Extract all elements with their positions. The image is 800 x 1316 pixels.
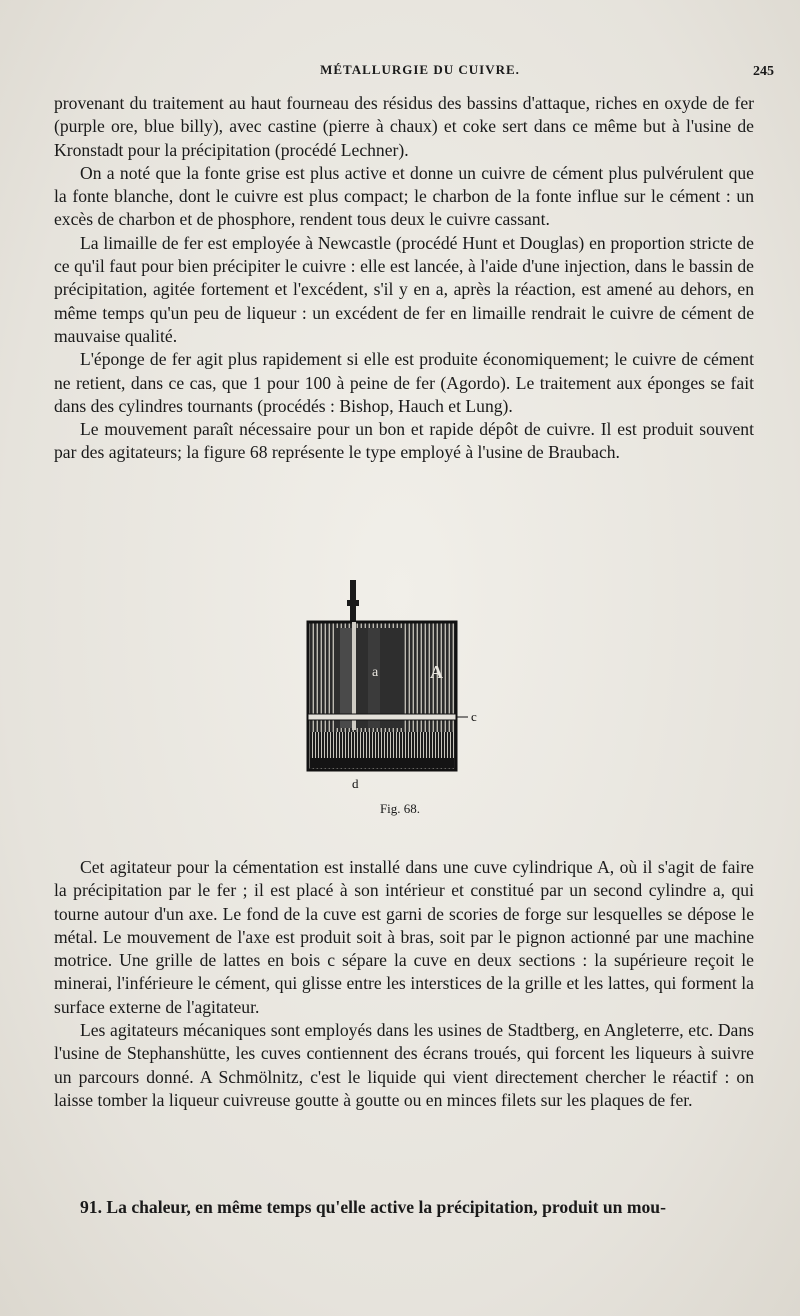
grate (308, 714, 456, 720)
text-block-last (54, 1196, 754, 1219)
label-d: d (352, 776, 359, 791)
page-number: 245 (753, 64, 774, 79)
paragraph: Cet agitateur pour la cémentation est installé dans une cuve cylindrique A, où il s'agit de faire la précipitation par le fer ; il est placé à son intérieur et constitué par un second cylindre a, qui tourne autour d'un axe. Le fond de la cuve est garni de scories de forge sur lesquelles se dépose le métal. Le mouvement de l'axe est produit soit à bras, soit par le pignon actionné par une machine motrice. Une grille de lattes en bois c sépare la cuve en deux sections : la supérieure reçoit le minerai, l'inférieure le cément, qui glisse entre les interstices de la grille et les lattes, qui forment la surface externe de l'agitateur. (54, 857, 754, 1017)
paragraph: provenant du traitement au haut fourneau des résidus des bassins d'attaque, riches en oxyde de fer (purple ore, blue billy), avec castine (pierre à chaux) et coke sert dans ce même but à l'usine de Kronstadt pour la précipitation (procédé Lechner). (54, 93, 754, 160)
paragraph: L'éponge de fer agit plus rapidement si elle est produite économiquement; le cuivre de cément ne retient, dans ce cas, que 1 pour 100 à peine de fer (Agordo). Le traitement aux éponges se fait dans des cylindres tournants (procédés : Bishop, Hauch et Lung). (54, 349, 754, 416)
section-start-line: 91. La chaleur, en même temps qu'elle active la précipitation, produit un mou- (80, 1197, 666, 1217)
label-A: A (430, 662, 443, 682)
paragraph: Le mouvement paraît nécessaire pour un bon et rapide dépôt de cuivre. Il est produit souvent par des agitateurs; la figure 68 représente le type employé à l'usine de Braubach. (54, 419, 754, 463)
pinion (347, 600, 359, 606)
text-block-bottom (54, 856, 754, 1112)
label-a: a (372, 665, 379, 680)
figure-caption: Fig. 68. (379, 801, 421, 816)
paragraph: La limaille de fer est employée à Newcastle (procédé Hunt et Douglas) en proportion stricte de ce qu'il faut pour bien précipiter le cuivre : elle est lancée, à l'aide d'une injection, dans le bassin de précipitation, agitée fortement et l'excédent, s'il y en a, après la réaction, est amené au dehors, en même temps qu'un peu de liqueur : un excédent de fer en limaille rendrait le cuivre de cément de mauvaise qualité. (54, 232, 754, 346)
paragraph: Les agitateurs mécaniques sont employés dans les usines de Stadtberg, en Angleterre, etc. Dans l'usine de Stephanshütte, les cuves contiennent des écrans troués, qui forcent les liqueurs à suivre un parcours donné. A Schmölnitz, c'est le liquide qui vient directement chercher le réactif : on laisse tomber la liqueur cuivreuse goutte à goutte ou en minces filets sur les plaques de fer. (54, 1020, 754, 1110)
label-c: c (471, 709, 477, 724)
running-title: MÉTALLURGIE DU CUIVRE. (320, 62, 520, 77)
figure-68-agitator (298, 576, 498, 816)
agitator-illustration (298, 576, 498, 816)
paragraph: On a noté que la fonte grise est plus active et donne un cuivre de cément plus pulvérulent que la fonte blanche, dont le cuivre est plus compact; le charbon de la fonte influe sur le cément : un excès de charbon et de phosphore, rendent tous deux le cuivre cassant. (54, 162, 754, 230)
page-header (60, 62, 780, 88)
text-block-top (54, 92, 754, 465)
